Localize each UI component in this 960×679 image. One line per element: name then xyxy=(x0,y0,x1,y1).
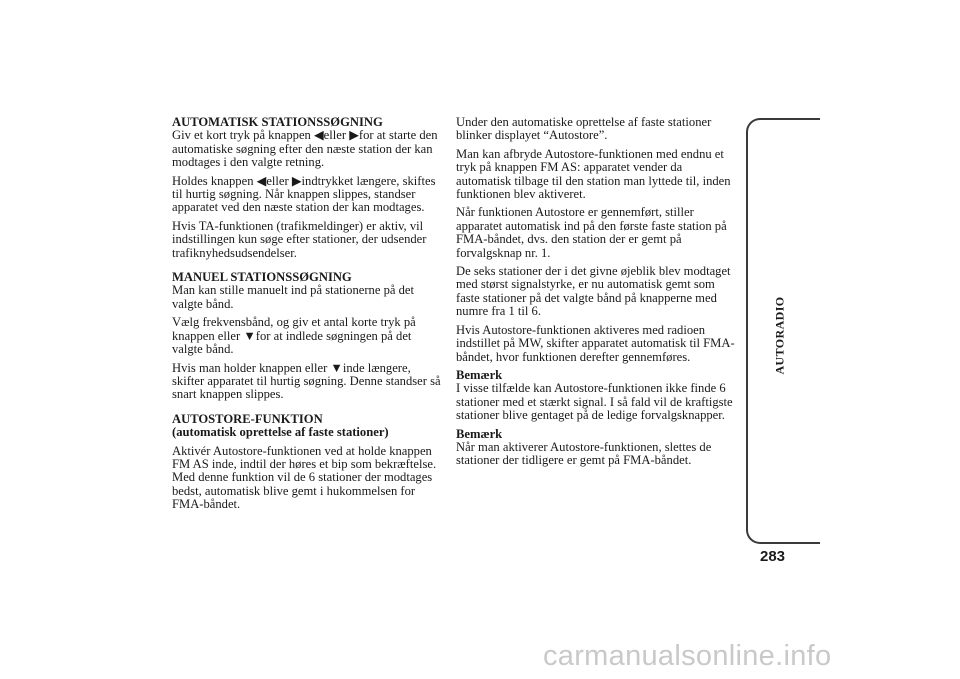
note-heading: Bemærk xyxy=(456,426,503,441)
paragraph: Hvis TA-funktionen (trafikmeldinger) er aktiv, vil indstillingen kun søge efter stationer, der udsender trafiknyhedsudsendelser. xyxy=(172,218,427,260)
chapter-tab-label: AUTORADIO xyxy=(772,295,787,375)
paragraph: Under den automatiske oprettelse af faste stationer blinker displayet “Autostore”. xyxy=(456,115,712,143)
section-autostore xyxy=(172,413,444,512)
paragraph: Vælg frekvensbånd, og giv et antal korte tryk på knappen eller ▼for at indlede søgningen på det valgte bånd. xyxy=(172,315,416,357)
heading-autostore: AUTOSTORE-FUNKTION xyxy=(172,411,323,426)
note-text: Når man aktiverer Autostore-funktionen, slettes de stationer der tidligere er gemt på FMA-båndet. xyxy=(456,439,712,468)
note-heading: Bemærk xyxy=(456,367,503,382)
paragraph: Aktivér Autostore-funktionen ved at holde knappen FM AS inde, indtil der høres et bip som bekræftelse. Med denne funktion vil de 6 stationer der modtages bedst, automatisk blive gemt i hukommelsen for FMA-båndet. xyxy=(172,443,437,512)
paragraph: Holdes knappen ◀eller ▶indtrykket længere, skiftes til hurtig søgning. Når knappen slippes, standser apparatet ved den næste station der kan modtages. xyxy=(172,173,436,215)
left-column xyxy=(172,116,444,523)
note-text: I visse tilfælde kan Autostore-funktionen ikke finde 6 stationer med et stærkt signal. I så fald vil de kraftigste stationer blive gentaget på de ledige forvalgsknapper. xyxy=(456,381,733,423)
paragraph: Man kan stille manuelt ind på stationerne på det valgte bånd. xyxy=(172,283,415,311)
chapter-tab-label-box xyxy=(770,290,790,380)
paragraph: Hvis man holder knappen eller ▼inde længere, skifter apparatet til hurtig søgning. Denne standser så snart knappen slippes. xyxy=(172,360,441,402)
heading-automatic-search: AUTOMATISK STATIONSSØGNING xyxy=(172,115,383,129)
paragraph: Hvis Autostore-funktionen aktiveres med radioen indstillet på MW, skifter apparatet automatisk til FMA-båndet, hvor funktionen derefter gennemføres. xyxy=(456,322,735,364)
paragraph: Når funktionen Autostore er gennemført, stiller apparatet automatisk ind på den første faste station på FMA-båndet, dvs. den station der er gemt på forvalgsknap nr. 1. xyxy=(456,205,727,260)
heading-manual-search: MANUEL STATIONSSØGNING xyxy=(172,270,352,285)
section-manual-search xyxy=(172,271,444,402)
subheading-autostore: (automatisk oprettelse af faste stationer) xyxy=(172,425,389,440)
paragraph: Giv et kort tryk på knappen ◀eller ▶for at starte den automatiske søgning efter den næste station der kan modtages i den valgte retning. xyxy=(172,128,438,170)
section-automatic-search xyxy=(172,116,444,260)
page-number: 283 xyxy=(760,548,786,565)
watermark: carmanualsonline.info xyxy=(543,640,832,672)
paragraph: Man kan afbryde Autostore-funktionen med endnu et tryk på knappen FM AS: apparatet vender da automatisk tilbage til den station man lyttede til, inden funktionen blev aktiveret. xyxy=(456,146,731,202)
right-column xyxy=(456,116,736,473)
paragraph: De seks stationer der i det givne øjeblik blev modtaget med størst signalstyrke, er nu automatisk gemt som faste stationer på det valgte bånd på knapperne med numre fra 1 til 6. xyxy=(456,264,731,319)
